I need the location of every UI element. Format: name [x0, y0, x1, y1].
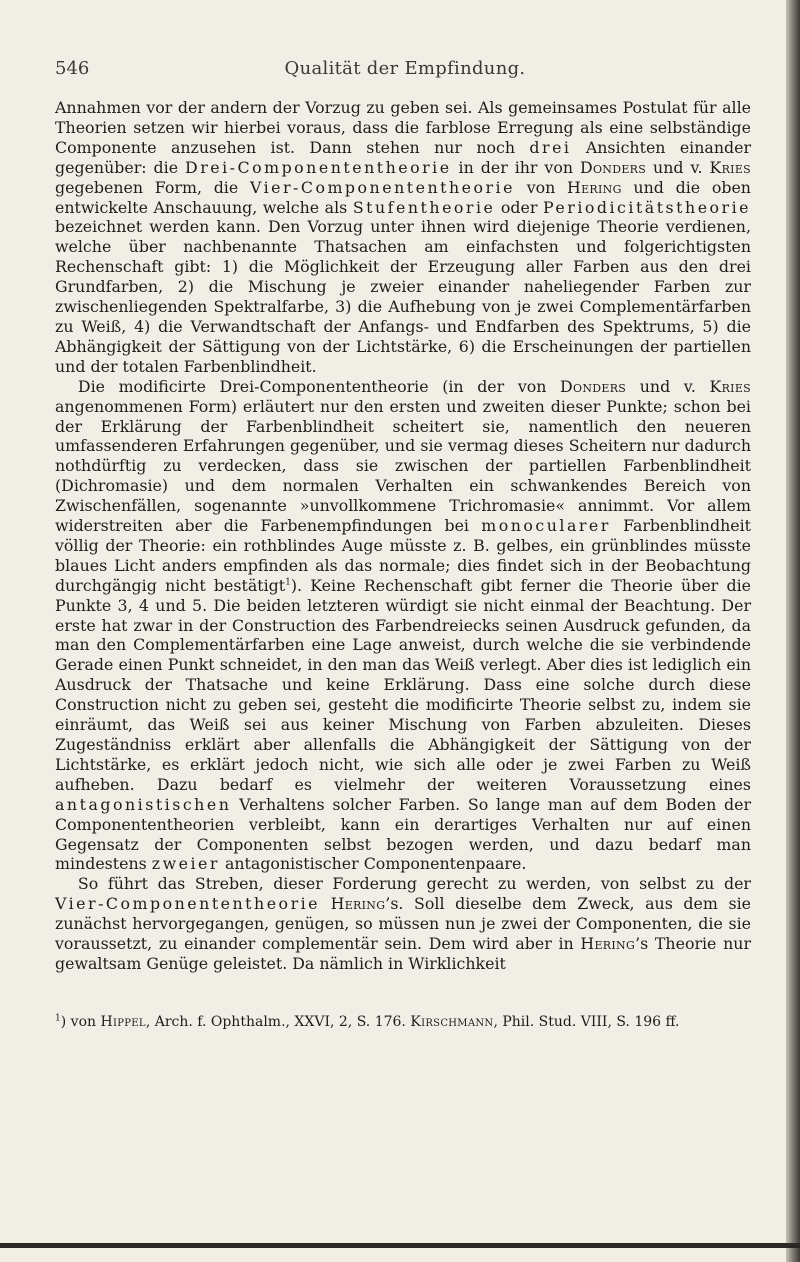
text-run: und v.	[646, 157, 710, 177]
author-name: Kries	[709, 376, 751, 396]
footnote-ref: 1	[285, 577, 291, 588]
emphasis-text: drei	[529, 137, 572, 157]
footnote-paren: )	[60, 1014, 67, 1030]
emphasis-text: Vier-Componententheorie	[55, 894, 321, 914]
emphasis-text: Vier-Componententheorie	[249, 177, 515, 197]
text-run: oder	[495, 197, 543, 217]
emphasis-text: Periodicitätstheorie	[543, 197, 751, 217]
emphasis-text: Stufentheorie	[352, 197, 496, 217]
text-run: bezeichnet werden kann. Den Vorzug unter ihnen wird diejenige Theorie verdienen, welche über nachbenannte Thatsachen am einfachsten und folgerichtigsten Rechenschaft gibt: 1) die Möglichkeit der Erzeugung aller Farben aus den drei Grundfarben, 2) die Mischung je zweier einander naheliegender Farben zur zwischenliegenden Spektralfarbe, 3) die Aufhebung von je zwei Complementärfarben zu Weiß, 4) die Verwandtschaft der Anfangs- und Endfarben des Spektrums, 5) die Abhängigkeit der Sättigung von der Lichtstärke, 6) die Erscheinungen der partiellen und der totalen Farbenblindheit.	[55, 217, 751, 376]
author-name: Hippel	[100, 1014, 146, 1030]
footnote-number: 1	[55, 1013, 61, 1024]
emphasis-text: antagonistischen	[55, 794, 232, 814]
text-run: gegebenen Form, die	[55, 177, 250, 197]
text-run: angenommenen Form) erläutert nur den ersten und zweiten dieser Punkte; schon bei der Erklärung der Farbenblindheit scheitert sie, namentlich den neueren umfassenderen Erfahrungen gegenüber, und sie vermag dieses Scheitern nur dadurch nothdürftig zu verdecken, dass sie zwischen der partiellen Farbenblindheit (Dichromasie) und dem normalen Verhalten ein schwankendes Bereich von Zwischenfällen, sogenannte »unvollkommene Trichromasie« annimmt. Vor allem widerstreiten aber die Farbenempfindungen bei	[55, 396, 751, 536]
page-header	[55, 58, 755, 84]
text-run: ). Keine Rechenschaft gibt ferner die Theorie über die Punkte 3, 4 und 5. Die beiden letzteren würdigt sie nicht einmal der Beachtung. Der erste hat zwar in der Construction des Farbendreiecks seinen Ausdruck gefunden, da man den Complementärfarben eine Lage anweist, durch welche die sie verbindende Gerade einen Punkt schneidet, in den man das Weiß verlegt. Aber dies ist lediglich ein Ausdruck der Thatsache und keine Erklärung. Dass eine solche durch diese Construction nicht zu geben sei, gesteht die modificirte Theorie selbst zu, indem sie einräumt, das Weiß sei aus keiner Mischung von Farben abzuleiten. Dieses Zugeständniss erklärt aber allenfalls die Abhängigkeit der Sättigung von der Lichtstärke, es erklärt jedoch nicht, wie sich alle oder je zwei Farben zu Weiß aufheben. Dazu bedarf es vielmehr der weiteren Voraussetzung eines	[55, 575, 751, 794]
author-name: Kries	[709, 157, 751, 177]
emphasis-text: Drei-Componententheorie	[185, 157, 452, 177]
footnote-text	[71, 1014, 680, 1030]
text-run: ’s. Soll dieselbe dem Zweck, aus dem sie zunächst hervorgegangen, genügen, so müssen nun je zwei der Componenten, die sie voraussetzt, zu einander complementär sein. Dem wird aber in	[55, 894, 751, 954]
author-name: Hering	[330, 894, 386, 914]
text-run: So führt das Streben, dieser Forderung gerecht zu werden, von selbst zu der	[77, 874, 751, 894]
emphasis-text: zweier	[151, 854, 220, 874]
text-run: ’s Theorie nur gewaltsam Genüge geleistet. Da nämlich in Wirklichkeit	[55, 934, 752, 973]
text-run: und v.	[626, 376, 710, 396]
text-run: und die oben entwickelte Anschauung, welche als	[55, 177, 751, 217]
text-run: Ansichten einander gegenüber: die	[55, 137, 752, 177]
paragraph-3	[55, 874, 751, 974]
text-run: , Phil. Stud. VIII, S. 196 ff.	[493, 1014, 680, 1030]
running-title: Qualität der Empfindung.	[284, 58, 526, 79]
text-run: Die modificirte Drei-Componententheorie (in der von	[77, 376, 561, 396]
text-run: in der ihr von	[451, 157, 580, 177]
author-name: Hering	[580, 934, 636, 954]
text-run: , Arch. f. Ophthalm., XXVI, 2, S. 176.	[145, 1014, 411, 1030]
page-edge-shadow	[786, 0, 800, 1262]
text-run: Verhaltens solcher Farben. So lange man auf dem Boden der Componententheorien verbleibt, kann ein derartiges Verhalten nur auf einen Gegensatz der Componenten selbst bezogen werden, und dazu bedarf man mindestens	[55, 794, 751, 874]
body-text	[55, 98, 751, 974]
footnote	[55, 1013, 751, 1031]
author-name: Hering	[567, 177, 622, 197]
author-name: Kirschmann	[410, 1014, 494, 1030]
author-name: Donders	[580, 157, 647, 177]
paragraph-1	[55, 98, 751, 377]
text-run: antagonistischer Componentenpaare.	[219, 854, 527, 874]
emphasis-text: monocularer	[481, 516, 611, 536]
text-run: Annahmen vor der andern der Vorzug zu geben sei. Als gemeinsames Postulat für alle Theorien setzen wir hierbei voraus, dass die farblose Erregung als eine selbständige Componente anzusehen ist. Dann stehen nur noch	[55, 98, 751, 157]
bottom-rule	[0, 1243, 800, 1248]
paragraph-2	[55, 377, 751, 875]
text-run: von	[514, 177, 568, 197]
text-run	[320, 894, 331, 913]
author-name: Donders	[560, 376, 627, 396]
text-run: von	[70, 1014, 101, 1030]
page-number: 546	[55, 58, 90, 79]
text-run: Farbenblindheit völlig der Theorie: ein rothblindes Auge müsste z. B. gelbes, ein grünblindes müsste blaues Licht anders empfinden als das normale; dies findet sich in der Beobachtung durchgängig nicht bestätigt	[55, 516, 751, 595]
